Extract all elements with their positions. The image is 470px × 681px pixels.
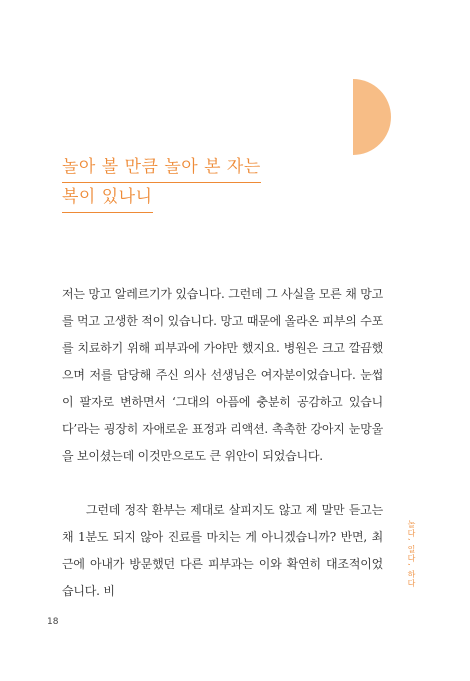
body-text [62,281,383,605]
body-paragraph-2: 그런데 정작 환부는 제대로 살피지도 않고 제 말만 듣고는 채 1분도 되지 않아 진료를 마치는 게 아니겠습니까? 반면, 최근에 아내가 방문했던 다른 피부과는 이와 확연히 대조적이었습니다. 비 [62,503,383,598]
chapter-title-line-2: 복이 있나니 [62,183,153,213]
side-running-label: 놀다, 일다, 하다 [407,520,416,589]
decorative-half-circle [353,79,403,155]
body-paragraph-1: 저는 망고 알레르기가 있습니다. 그런데 그 사실을 모른 채 망고를 먹고 고생한 적이 있습니다. 망고 때문에 올라온 피부의 수포를 치료하기 위해 피부과에 가야만 했지요. 병원은 크고 깔끔했으며 저를 담당해 주신 의사 선생님은 여자분이었습니다. 눈썹이 팔자로 변하면서 ‘그대의 아픔에 충분히 공감하고 있습니다’라는 굉장히 자애로운 표정과 리액션. 촉촉한 강아지 눈망울을 보이셨는데 이것만으로도 큰 위안이 되었습니다. [62,287,383,463]
chapter-title-line-1: 놀아 볼 만큼 놀아 본 자는 [62,153,261,183]
chapter-title [62,153,362,213]
page-number: 18 [47,617,59,627]
